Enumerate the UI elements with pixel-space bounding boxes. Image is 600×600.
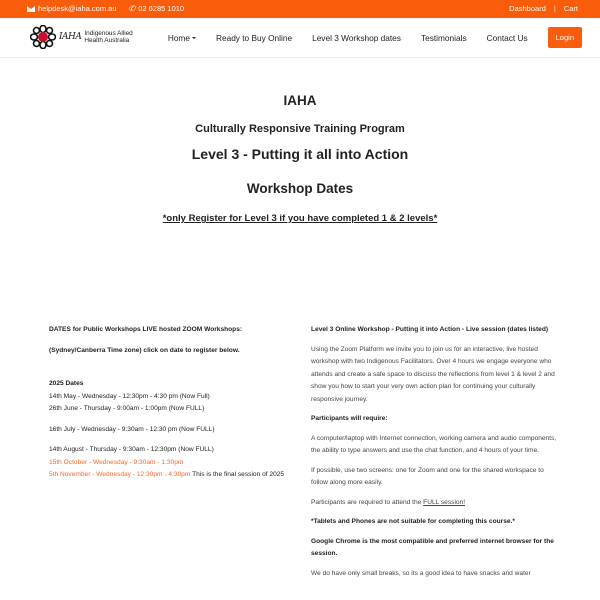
workshop-heading: Level 3 Online Workshop - Putting it into Action - Live session (dates listed) [311, 326, 549, 333]
nav-home[interactable]: Home [168, 33, 196, 43]
date-item: 14th August - Thursday - 9:30am - 12:30pm (Now FULL) [49, 446, 214, 453]
program-subtitle: Culturally Responsive Training Program [195, 123, 405, 135]
dates-column [49, 324, 299, 482]
workshop-intro: Using the Zoom Platform we invite you to join us for an interactive, live hosted workshop with two Indigenous Facilitators. Over 4 hours we engage everyone who attends and create a safe space to discuss the reflections from level 1 & level 2 and show you how to start your very own action plan for continuing your culturally responsive journey. [311, 345, 555, 403]
top-bar [0, 0, 600, 18]
main-nav [168, 27, 582, 48]
page-title: IAHA [283, 93, 317, 108]
date-link-october[interactable]: 15th October - Wednesday - 9:30am - 1:30pm [49, 458, 184, 466]
email-link[interactable]: helpdesk@iaha.com.au [27, 4, 117, 13]
year-heading: 2025 Dates [49, 380, 84, 387]
date-item: 16th July - Wednesday - 9:30am - 12:30 pm (Now FULL) [49, 425, 215, 433]
date-link-november[interactable]: 5th November - Wednesday - 12:30pm - 4:30pm [49, 471, 191, 478]
nav-testimonials[interactable]: Testimonials [420, 32, 467, 43]
screens-text: If possible, use two screens: one for Zoom and one for the shared workspace to follow along more easily. [311, 466, 544, 486]
nav-contact[interactable]: Contact Us [486, 32, 528, 43]
breaks-note: We do have only small breaks, so its a good idea to have snacks and water [311, 569, 531, 577]
logo-name: Indigenous Allied Health Australia [84, 30, 133, 44]
date-item: 14th May - Wednesday - 12:30pm - 4:30 pm (Now Full) [49, 392, 210, 400]
phone-link[interactable]: ✆ 02 6285 1010 [128, 3, 185, 13]
logo-mark: IAHA [59, 32, 82, 42]
phone-icon: ✆ [128, 3, 136, 13]
logo-flower-icon [30, 25, 56, 49]
separator: | [553, 4, 556, 13]
dashboard-link[interactable]: Dashboard [509, 4, 546, 13]
attendance-text: Participants are required to attend the FULL session! [311, 498, 466, 506]
full-session-link[interactable]: FULL session! [423, 498, 466, 506]
browser-note: Google Chrome is the most compatible and preferred internet browser for the session. [311, 537, 554, 557]
section-heading: Workshop Dates [246, 181, 354, 196]
logo[interactable] [30, 25, 133, 49]
dates-heading: DATES for Public Workshops LIVE hosted ZOOM Workshops: [49, 326, 243, 333]
requirements-text: A computer/laptop with Internet connection, working camera and audio components, the ability to type answers and use the chat function, and 4 hours of your time. [311, 434, 557, 454]
login-button[interactable]: Login [548, 27, 582, 48]
nav-ready-to-buy[interactable]: Ready to Buy Online [215, 32, 293, 43]
final-session-note: This is the final session of 2025 [190, 471, 285, 478]
registration-note: *only Register for Level 3 if you have completed 1 & 2 levels* [162, 213, 438, 224]
caret-down-icon [192, 37, 196, 39]
timezone-note: (Sydney/Canberra Time zone) click on date to register below. [49, 346, 240, 354]
date-item: 26th June - Thursday - 9:00am - 1:00pm (Now FULL) [49, 405, 205, 412]
workshop-info-column [311, 324, 561, 587]
cart-link[interactable]: Cart [563, 4, 578, 13]
tablets-warning: *Tablets and Phones are not suitable for completing this course.* [311, 518, 515, 525]
level-heading: Level 3 - Putting it all into Action [191, 146, 409, 162]
mail-icon [27, 6, 35, 12]
requirements-heading: Participants will require: [311, 415, 388, 422]
navbar [0, 18, 600, 58]
nav-level3-dates[interactable]: Level 3 Workshop dates [312, 32, 401, 43]
